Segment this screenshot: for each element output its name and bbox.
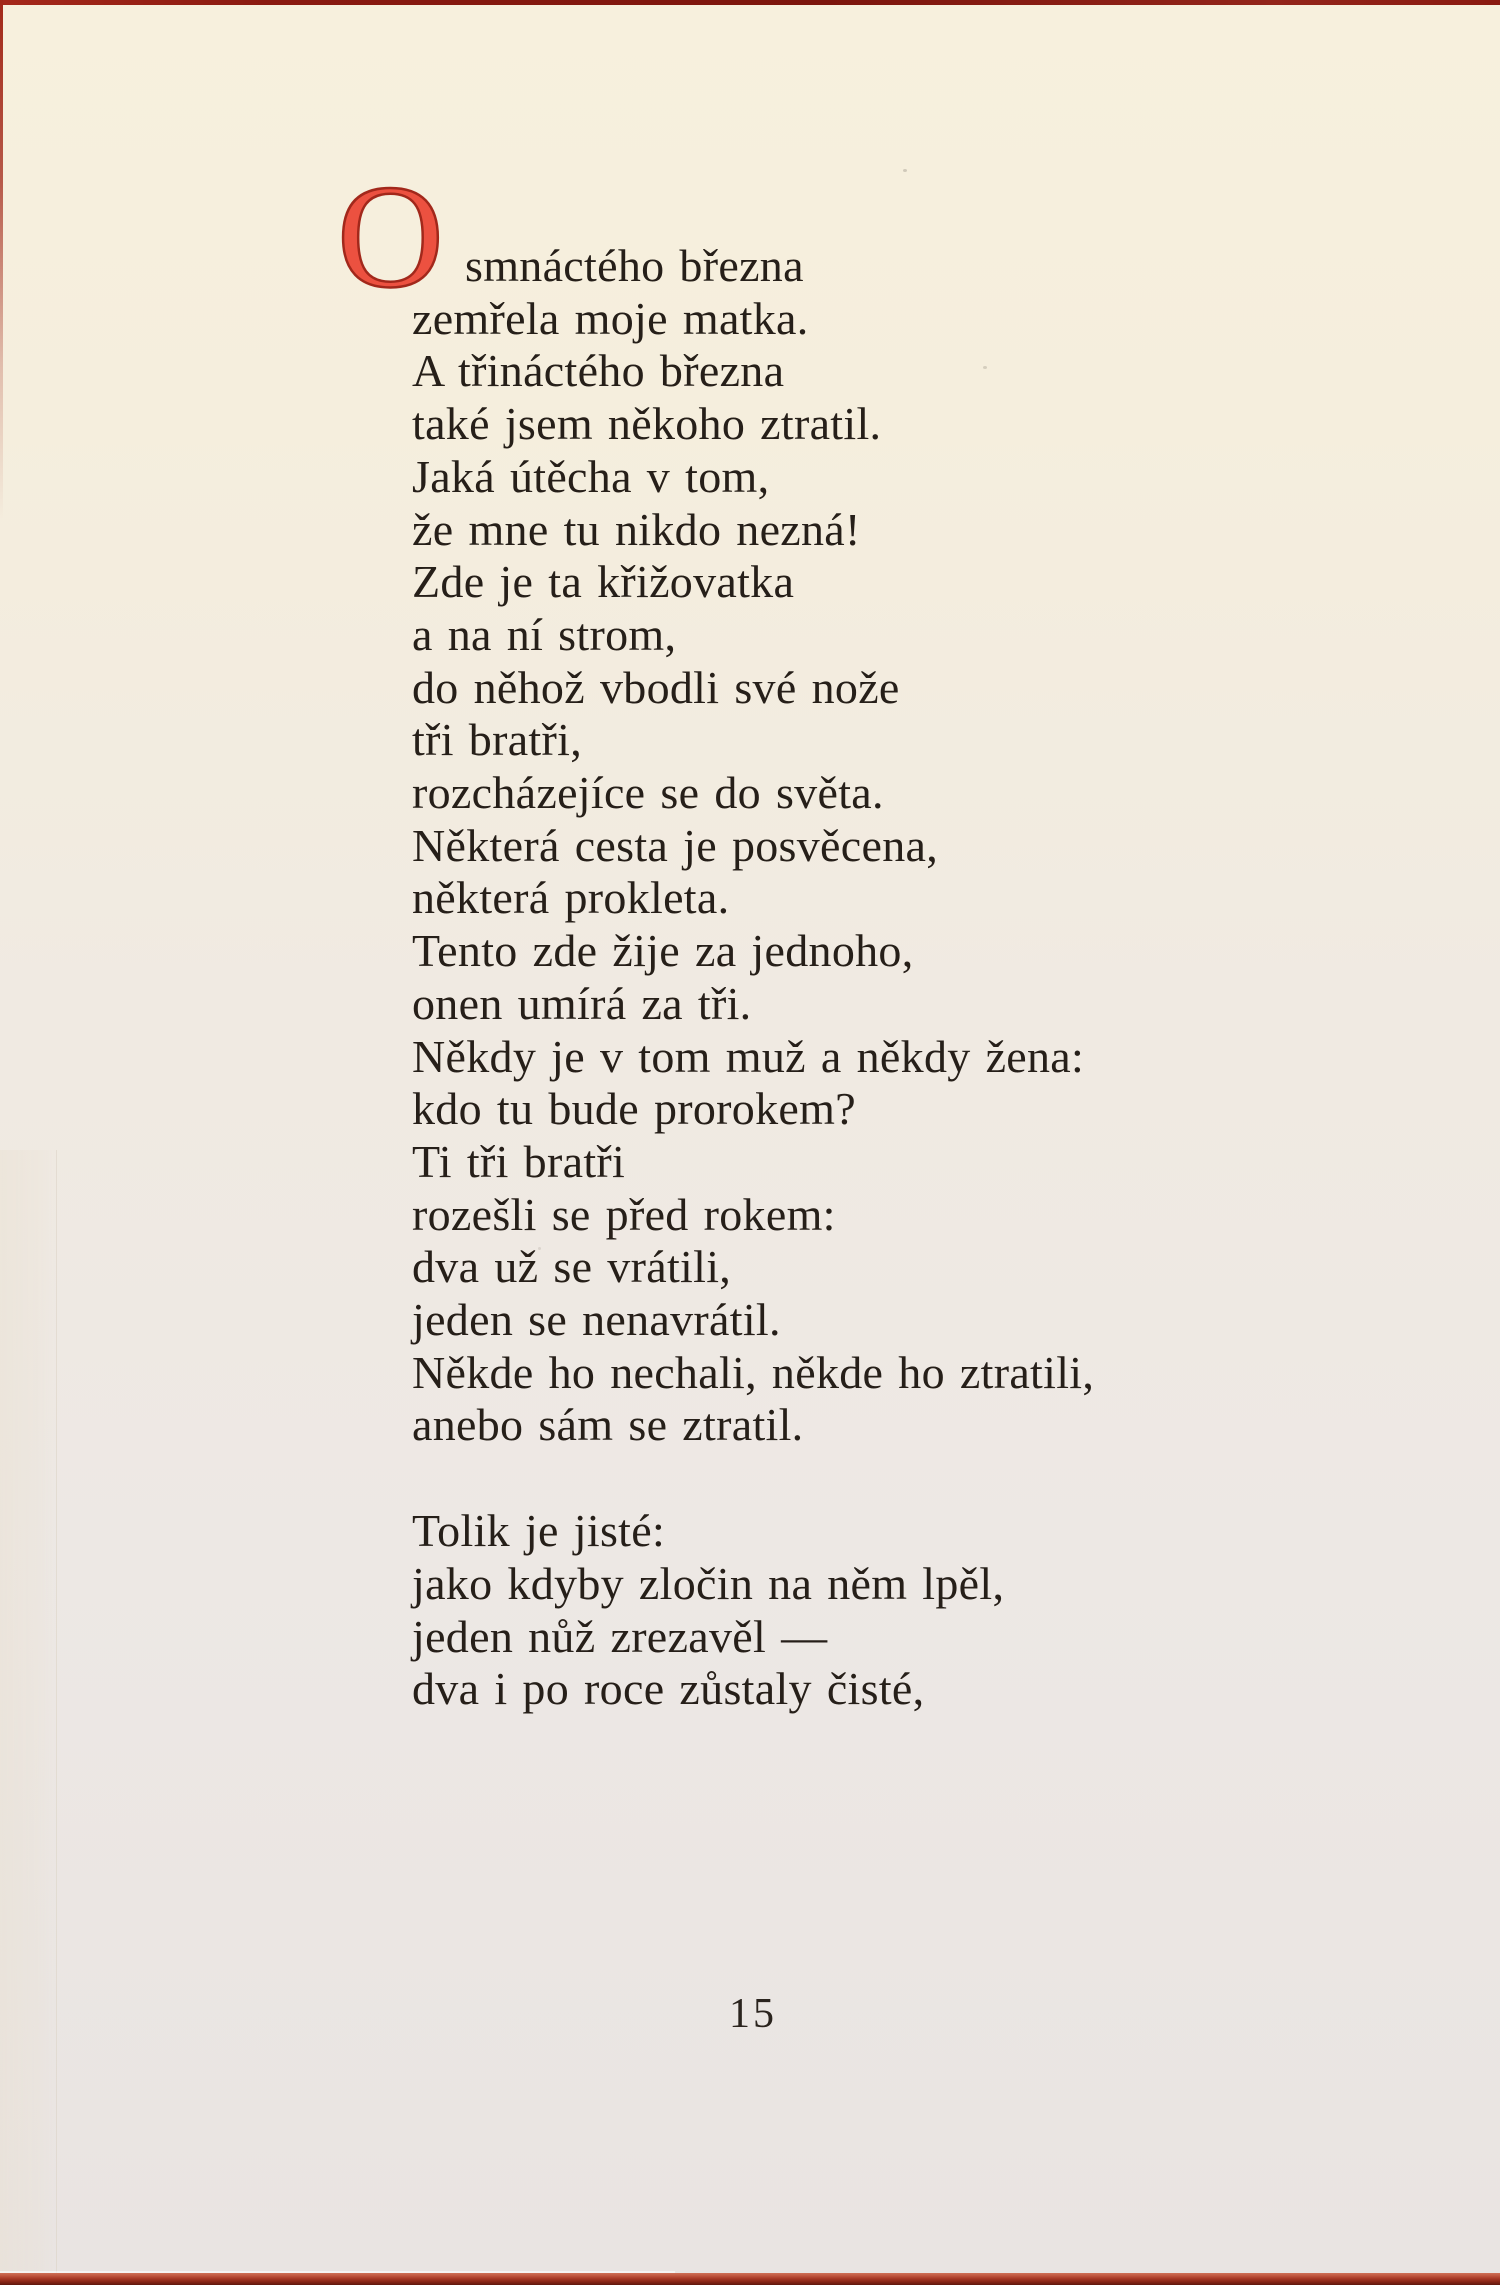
poem-text-block bbox=[337, 155, 1095, 1716]
drop-cap-initial: O bbox=[337, 155, 445, 319]
poem-line: že mne tu nikdo nezná! bbox=[412, 503, 861, 555]
poem-line: dva i po roce zůstaly čisté, bbox=[412, 1663, 925, 1715]
poem-line: Ti tři bratři bbox=[412, 1135, 626, 1187]
book-cover-left-edge bbox=[0, 0, 3, 520]
poem-line: anebo sám se ztratil. bbox=[412, 1399, 804, 1451]
poem-line: Někde ho nechali, někde ho ztratili, bbox=[412, 1346, 1095, 1398]
poem-line: Některá cesta je posvěcena, bbox=[412, 819, 939, 871]
page-edge-shadow bbox=[0, 1150, 57, 2273]
poem-line: Tento zde žije za jednoho, bbox=[412, 925, 914, 977]
poem-line: jeden se nenavrátil. bbox=[412, 1294, 781, 1346]
poem-line: jeden nůž zrezavěl — bbox=[412, 1610, 828, 1662]
poem-line: tři bratři, bbox=[412, 714, 583, 766]
poem-line: Někdy je v tom muž a někdy žena: bbox=[412, 1030, 1085, 1082]
book-cover-top-edge bbox=[0, 0, 1500, 5]
poem-line: některá prokleta. bbox=[412, 872, 730, 924]
paper-speck bbox=[983, 366, 987, 369]
poem-line: rozcházejíce se do světa. bbox=[412, 767, 884, 819]
paper-speck bbox=[538, 1247, 541, 1250]
poem-line: také jsem někoho ztratil. bbox=[412, 398, 882, 450]
poem-line: zemřela moje matka. bbox=[412, 292, 809, 344]
poem-line: Tolik je jisté: bbox=[412, 1505, 666, 1557]
poem-line: kdo tu bude prorokem? bbox=[412, 1083, 856, 1135]
poem-line: rozešli se před rokem: bbox=[412, 1188, 836, 1240]
poem-line: Jaká útěcha v tom, bbox=[412, 450, 770, 502]
page-number: 15 bbox=[729, 1991, 777, 2037]
book-cover-bottom-edge bbox=[0, 2273, 1500, 2285]
paper-speck bbox=[903, 169, 907, 172]
poem-line: A třináctého března bbox=[412, 345, 785, 397]
poem-line: a na ní strom, bbox=[412, 608, 677, 660]
poem-line: Zde je ta křižovatka bbox=[412, 556, 795, 608]
poem-line: dva už se vrátili, bbox=[412, 1241, 732, 1293]
poem-line: onen umírá za tři. bbox=[412, 977, 752, 1029]
poem-line-text: smnáctého března bbox=[465, 240, 804, 291]
poem-line: jako kdyby zločin na něm lpěl, bbox=[412, 1557, 1005, 1609]
poem-line: do něhož vbodli své nože bbox=[412, 661, 900, 713]
